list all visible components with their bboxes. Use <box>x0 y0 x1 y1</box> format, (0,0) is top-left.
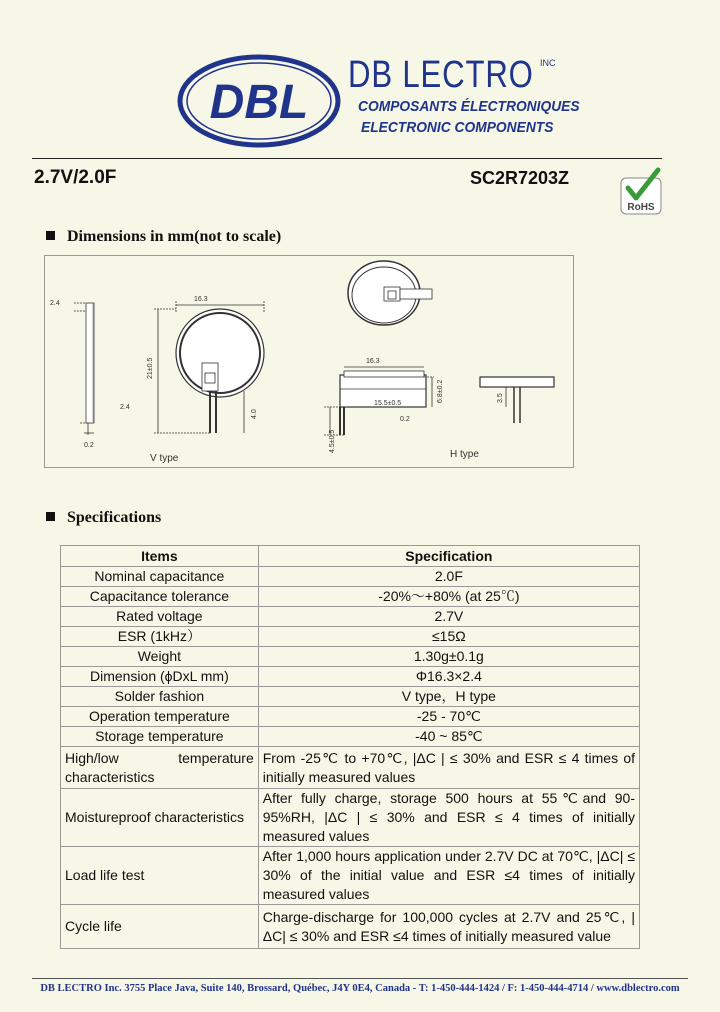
dimension-drawing <box>44 255 574 468</box>
v-type-front-view <box>154 301 264 433</box>
footer-divider <box>32 978 688 979</box>
column-header-items: Items <box>61 546 259 567</box>
item-cell: Operation temperature <box>61 707 259 727</box>
spec-cell: After 1,000 hours application under 2.7V DC at 70℃, |ΔC| ≤ 30% of the initial value and ESR ≤4 times of initially measured values <box>258 847 639 905</box>
item-cell: Moistureproof characteristics <box>61 789 259 847</box>
table-row <box>61 567 640 587</box>
v-type-side-view <box>74 303 94 435</box>
table-row <box>61 647 640 667</box>
table-row <box>61 667 640 687</box>
spec-cell: -20%～+80% (at 25℃) <box>258 587 639 607</box>
dim-lead-d: 0.2 <box>84 442 94 449</box>
dim-height: 21±0.5 <box>147 357 154 379</box>
v-type-label: V type <box>150 453 179 464</box>
dim-diameter-h: 16.3 <box>366 358 380 365</box>
item-cell: Weight <box>61 647 259 667</box>
spec-cell: Charge-discharge for 100,000 cycles at 2.7V and 25℃, |ΔC| ≤ 30% and ESR ≤4 times of initially measured value <box>258 905 639 949</box>
table-row <box>61 687 640 707</box>
item-cell: ESR (1kHz） <box>61 627 259 647</box>
dim-diameter-v: 16.3 <box>194 296 208 303</box>
specifications-heading <box>46 509 161 527</box>
spec-cell: After fully charge, storage 500 hours at 55℃and 90-95%RH, |ΔC | ≤ 30% and ESR ≤ 4 times of initially measured values <box>258 789 639 847</box>
table-row <box>61 587 640 607</box>
spec-cell: -40 ~ 85℃ <box>258 727 639 747</box>
spec-cell: Φ16.3×2.4 <box>258 667 639 687</box>
dim-h-height: 6.8±0.2 <box>437 379 444 403</box>
item-cell: Load life test <box>61 847 259 905</box>
table-row <box>61 905 640 949</box>
item-cell: Storage temperature <box>61 727 259 747</box>
dim-side: 3.5 <box>497 393 504 403</box>
product-title: 2.7V/2.0F <box>34 167 117 188</box>
dbl-logo <box>176 52 342 150</box>
spec-cell: 2.0F <box>258 567 639 587</box>
rohs-label: RoHS <box>627 202 655 213</box>
dimensions-heading <box>46 228 281 246</box>
dim-h-lead-len: 4.5±0.5 <box>329 429 336 453</box>
table-row <box>61 627 640 647</box>
item-cell: Nominal capacitance <box>61 567 259 587</box>
table-row <box>61 607 640 627</box>
bullet-square-icon <box>46 231 55 240</box>
logo-mark: DBL <box>209 76 309 129</box>
table-row <box>61 847 640 905</box>
dim-thickness: 2.4 <box>50 300 60 307</box>
spec-cell: 2.7V <box>258 607 639 627</box>
spec-cell: V type，H type <box>258 687 639 707</box>
h-type-label: H type <box>450 449 479 460</box>
item-cell: Dimension (ϕDxL mm) <box>61 667 259 687</box>
specifications-table <box>60 545 640 949</box>
dimensions-heading-text: Dimensions in mm(not to scale) <box>67 228 282 245</box>
dim-lead-pitch: 2.4 <box>120 404 130 411</box>
spec-cell: 1.30g±0.1g <box>258 647 639 667</box>
brand-tagline-fr: COMPOSANTS ÉLECTRONIQUES <box>358 98 580 115</box>
brand-name: DB LECTRO <box>348 54 534 96</box>
footer-contact: DB LECTRO Inc. 3755 Place Java, Suite 140, Brossard, Québec, J4Y 0E4, Canada - T: 1-450-444-1424 / F: 1-450-444-4714 / www.dblectro.com <box>40 983 680 994</box>
item-cell: Capacitance tolerance <box>61 587 259 607</box>
brand-tagline-en: ELECTRONIC COMPONENTS <box>361 119 554 136</box>
dim-pitch-h: 15.5±0.5 <box>374 400 402 407</box>
table-header-row <box>61 546 640 567</box>
h-type-top-view <box>348 261 432 325</box>
table-row <box>61 707 640 727</box>
h-type-profile-view <box>480 377 554 423</box>
spec-cell: From -25℃ to +70℃, |ΔC | ≤ 30% and ESR ≤ 4 times of initially measured values <box>258 747 639 789</box>
bullet-square-icon <box>46 512 55 521</box>
specifications-heading-text: Specifications <box>67 509 162 526</box>
dim-h-lead: 0.2 <box>400 416 410 423</box>
spec-cell: ≤15Ω <box>258 627 639 647</box>
item-cell: Rated voltage <box>61 607 259 627</box>
dim-lead-wide: 4.0 <box>251 409 258 419</box>
table-row <box>61 727 640 747</box>
item-cell: Cycle life <box>61 905 259 949</box>
column-header-spec: Specification <box>258 546 639 567</box>
header-divider <box>32 158 662 159</box>
part-number: SC2R7203Z <box>470 168 570 188</box>
brand-inc: INC <box>540 58 556 68</box>
item-cell: Solder fashion <box>61 687 259 707</box>
table-row <box>61 789 640 847</box>
table-row <box>61 747 640 789</box>
spec-cell: -25 - 70℃ <box>258 707 639 727</box>
rohs-badge <box>620 166 662 216</box>
item-cell: High/low temperature characteristics <box>61 747 259 789</box>
